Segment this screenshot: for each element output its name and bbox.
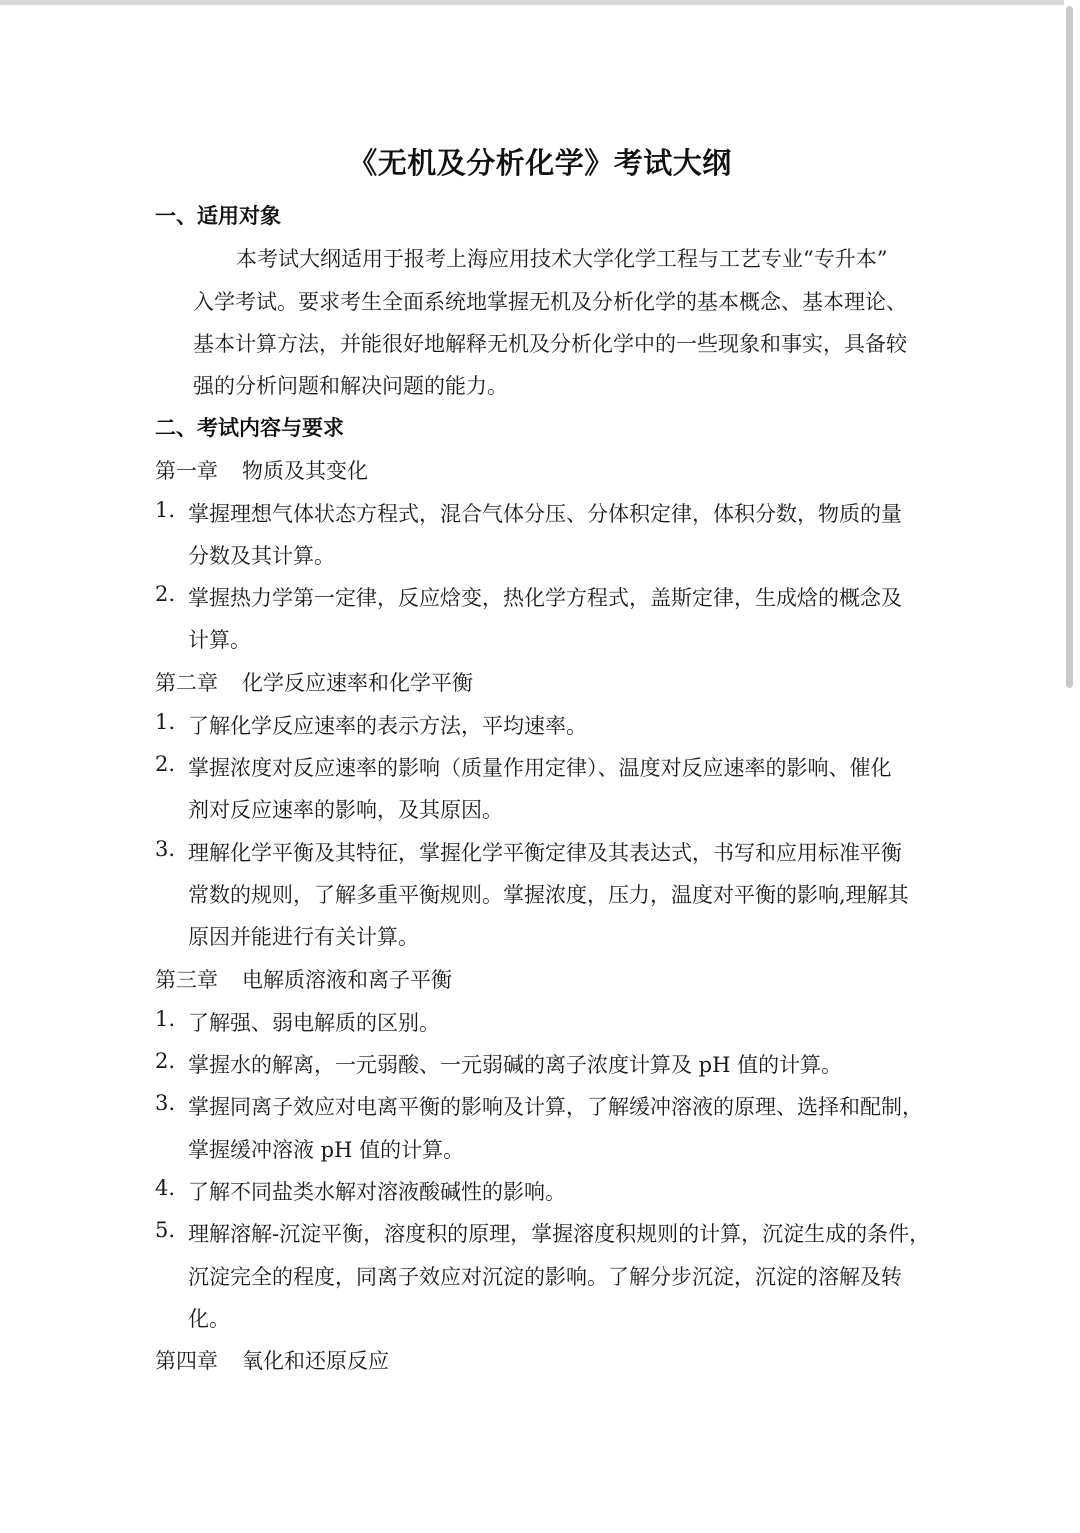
list-item-number: 2.	[155, 752, 176, 776]
list-item-line: 掌握理想气体状态方程式，混合气体分压、分体积定律，体积分数，物质的量	[188, 502, 902, 526]
chapter-label: 第一章	[155, 459, 218, 483]
list-item-line: 原因并能进行有关计算。	[188, 925, 419, 949]
list-item-number: 2.	[155, 1049, 176, 1073]
section-heading-1: 一、适用对象	[155, 204, 281, 228]
section-heading-2: 二、考试内容与要求	[155, 416, 344, 440]
chapter-heading-1	[155, 455, 368, 485]
list-item-line: 掌握缓冲溶液 pH 值的计算。	[188, 1138, 465, 1162]
list-item-line: 常数的规则，了解多重平衡规则。掌握浓度，压力，温度对平衡的影响,理解其	[188, 883, 909, 907]
chapter-name: 物质及其变化	[242, 459, 368, 483]
chapter-name: 氧化和还原反应	[242, 1349, 389, 1373]
chapter-heading-4	[155, 1345, 389, 1375]
list-item-number: 4.	[155, 1176, 176, 1200]
list-item-line: 理解化学平衡及其特征，掌握化学平衡定律及其表达式，书写和应用标准平衡	[188, 841, 902, 865]
list-item-line: 掌握热力学第一定律，反应焓变，热化学方程式，盖斯定律，生成焓的概念及	[188, 586, 902, 610]
list-item-line: 剂对反应速率的影响，及其原因。	[188, 798, 503, 822]
list-item-line: 掌握浓度对反应速率的影响（质量作用定律）、温度对反应速率的影响、催化	[188, 756, 892, 780]
list-item-line: 掌握水的解离，一元弱酸、一元弱碱的离子浓度计算及 pH 值的计算。	[188, 1053, 843, 1077]
paragraph-line: 强的分析问题和解决问题的能力。	[193, 374, 508, 398]
list-item-line: 化。	[188, 1307, 230, 1331]
chapter-label: 第二章	[155, 671, 218, 695]
paragraph-line: 入学考试。要求考生全面系统地掌握无机及分析化学的基本概念、基本理论、	[193, 290, 907, 314]
list-item-line: 计算。	[188, 628, 251, 652]
list-item-number: 1.	[155, 710, 176, 734]
chapter-name: 化学反应速率和化学平衡	[242, 671, 473, 695]
list-item-number: 2.	[155, 582, 176, 606]
list-item-line: 了解化学反应速率的表示方法，平均速率。	[188, 714, 587, 738]
chapter-heading-2	[155, 667, 473, 697]
list-item-number: 5.	[155, 1218, 176, 1242]
list-item-line: 了解不同盐类水解对溶液酸碱性的影响。	[188, 1180, 566, 1204]
list-item-line: 掌握同离子效应对电离平衡的影响及计算，了解缓冲溶液的原理、选择和配制，	[188, 1095, 923, 1119]
scrollbar-thumb[interactable]	[1066, 6, 1073, 688]
chapter-label: 第四章	[155, 1349, 218, 1373]
paragraph-line: 基本计算方法，并能很好地解释无机及分析化学中的一些现象和事实，具备较	[193, 332, 907, 356]
list-item-line: 了解强、弱电解质的区别。	[188, 1011, 440, 1035]
vertical-scrollbar[interactable]	[1064, 0, 1080, 1533]
page-top-edge	[0, 0, 1080, 5]
list-item-number: 1.	[155, 498, 176, 522]
list-item-line: 沉淀完全的程度，同离子效应对沉淀的影响。了解分步沉淀，沉淀的溶解及转	[188, 1265, 902, 1289]
list-item-line: 分数及其计算。	[188, 544, 335, 568]
chapter-name: 电解质溶液和离子平衡	[242, 968, 452, 992]
chapter-label: 第三章	[155, 968, 218, 992]
list-item-number: 3.	[155, 1091, 176, 1115]
list-item-number: 1.	[155, 1007, 176, 1031]
list-item-number: 3.	[155, 837, 176, 861]
paragraph-line: 本考试大纲适用于报考上海应用技术大学化学工程与工艺专业“专升本”	[236, 247, 888, 271]
list-item-line: 理解溶解-沉淀平衡，溶度积的原理，掌握溶度积规则的计算，沉淀生成的条件，	[188, 1222, 931, 1246]
chapter-heading-3	[155, 964, 452, 994]
document-title: 《无机及分析化学》考试大纲	[348, 146, 732, 180]
